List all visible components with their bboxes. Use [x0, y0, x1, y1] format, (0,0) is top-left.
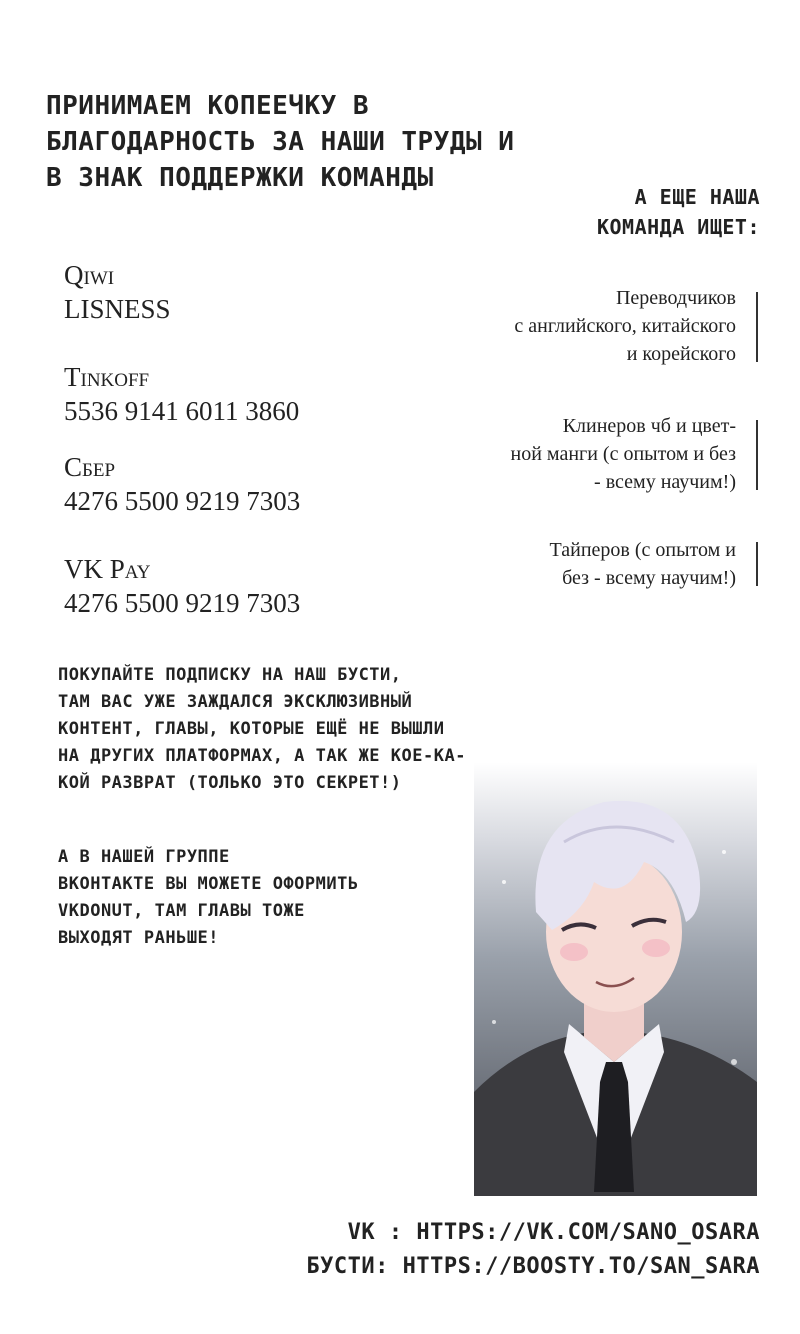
payment-qiwi [64, 258, 171, 326]
payment-value: 5536 9141 6011 3860 [64, 396, 300, 426]
request-cleaners [511, 412, 736, 496]
request-line: без - всему научим!) [562, 567, 736, 589]
team-heading-line: А ЕЩЕ НАША [634, 185, 760, 209]
payment-sber [64, 450, 300, 518]
footer-links [306, 1216, 760, 1284]
boosty-promo-text [58, 662, 466, 797]
donate-heading-line: В ЗНАК ПОДДЕРЖКИ КОМАНДЫ [46, 163, 434, 193]
payment-value: LISNESS [64, 294, 171, 324]
donate-heading-line: БЛАГОДАРНОСТЬ ЗА НАШИ ТРУДЫ И [46, 127, 515, 157]
smiling-man-illustration [474, 762, 757, 1196]
promo-line: КОНТЕНТ, ГЛАВЫ, КОТОРЫЕ ЕЩЁ НЕ ВЫШЛИ [58, 719, 445, 739]
request-divider [756, 292, 758, 362]
promo-line: VKDONUT, ТАМ ГЛАВЫ ТОЖЕ [58, 901, 305, 921]
payment-tinkoff [64, 360, 299, 428]
request-divider [756, 420, 758, 490]
request-line: Тайперов (с опытом и [549, 539, 736, 561]
donate-heading-line: ПРИНИМАЕМ КОПЕЕЧКУ В [46, 91, 370, 121]
team-heading-line: КОМАНДА ИЩЕТ: [596, 215, 760, 239]
payment-name: Tinkoff [64, 362, 150, 392]
request-line: ной манги (с опытом и без [510, 443, 736, 465]
payment-vkpay [64, 552, 300, 620]
request-typers [550, 536, 736, 592]
request-line: - всему научим!) [594, 471, 736, 493]
request-line: и корейского [626, 343, 736, 365]
request-line: Переводчиков [615, 287, 736, 309]
promo-line: А В НАШЕЙ ГРУППЕ [58, 847, 230, 867]
request-line: с английского, китайского [514, 315, 736, 337]
promo-line: ВЫХОДЯТ РАНЬШЕ! [58, 928, 220, 948]
payment-name: VK Pay [64, 554, 151, 584]
payment-value: 4276 5500 9219 7303 [64, 588, 301, 618]
request-line: Клинеров чб и цвет- [562, 415, 736, 437]
vk-link[interactable]: VK : HTTPS://VK.COM/SANO_OSARA [347, 1220, 760, 1245]
payment-value: 4276 5500 9219 7303 [64, 486, 301, 516]
promo-line: НА ДРУГИХ ПЛАТФОРМАХ, А ТАК ЖЕ КОЕ-КА- [58, 746, 466, 766]
promo-line: КОЙ РАЗВРАТ (ТОЛЬКО ЭТО СЕКРЕТ!) [58, 773, 402, 793]
promo-line: ВКОНТАКТЕ ВЫ МОЖЕТЕ ОФОРМИТЬ [58, 874, 359, 894]
payment-name: Qiwi [64, 260, 115, 290]
promo-line: ПОКУПАЙТЕ ПОДПИСКУ НА НАШ БУСТИ, [58, 665, 402, 685]
team-heading [597, 182, 760, 242]
request-divider [756, 542, 758, 586]
character-illustration [474, 762, 757, 1196]
donate-heading [46, 88, 514, 196]
boosty-link[interactable]: БУСТИ: HTTPS://BOOSTY.TO/SAN_SARA [306, 1254, 760, 1279]
request-translators [514, 284, 736, 368]
vk-group-promo-text [58, 844, 359, 952]
payment-name: Сбер [64, 452, 116, 482]
promo-line: ТАМ ВАС УЖЕ ЗАЖДАЛСЯ ЭКСКЛЮЗИВНЫЙ [58, 692, 413, 712]
